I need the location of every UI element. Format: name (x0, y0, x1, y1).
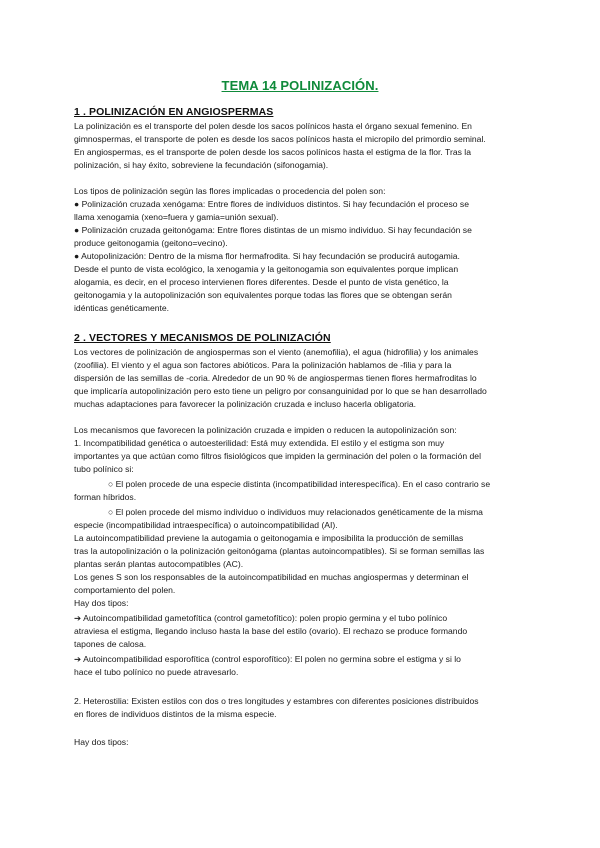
text-line: geitonogamia y la autopolinización son equivalentes porque todas las flores que se obtengan serán (74, 290, 452, 300)
sub-item: ○ El polen procede de una especie distinta (incompatibilidad interespecífica). En el caso contrario se (108, 479, 491, 489)
text-line: alogamia, es decir, en el proceso intervienen flores diferentes. Desde el punto de vista genético, la (74, 277, 449, 287)
text-line: idénticas genéticamente. (74, 303, 170, 313)
text-line: hace el tubo polínico no puede atravesarlo. (74, 667, 239, 677)
text-line: La polinización es el transporte del polen desde los sacos polínicos hasta el órgano sexual femenino. En (74, 121, 472, 131)
list-item: ● Polinización cruzada xenógama: Entre flores de individuos distintos. Si hay fecundación el proceso se (74, 199, 469, 209)
text-line: polinización, si hay éxito, sobreviene la fecundación (sifonogamia). (74, 160, 329, 170)
text-line: tubo polínico si: (74, 464, 134, 474)
text-line: llama xenogamia (xeno=fuera y gamia=unión sexual). (74, 212, 279, 222)
section2-heading: 2 . VECTORES Y MECANISMOS DE POLINIZACIÓN (74, 332, 331, 344)
list-item: ● Autopolinización: Dentro de la misma flor hermafrodita. Si hay fecundación se producirá autogamia. (74, 251, 460, 261)
text-line: Los genes S son los responsables de la autoincompatibilidad en muchas angiospermas y determinan el (74, 572, 469, 582)
text-line: (zoofilia). El viento y el agua son factores abióticos. Para la polinización hablamos de -filia y para la (74, 360, 452, 370)
text-line: tras la autopolinización o la polinización geitonógama (plantas autoincompatibles). Si se forman semillas las (74, 546, 485, 556)
text-line: atraviesa el estigma, llegando incluso hasta la base del estilo (ovario). El rechazo se produce formando (74, 626, 468, 636)
sub-item: ○ El polen procede del mismo individuo o individuos muy relacionados genéticamente de la misma (108, 507, 483, 517)
text-line: Hay dos tipos: (74, 737, 129, 747)
text-line: Desde el punto de vista ecológico, la xenogamia y la geitonogamia son equivalentes porque implican (74, 264, 459, 274)
text-line: produce geitonogamia (geitono=vecino). (74, 238, 228, 248)
text-line: tapones de calosa. (74, 639, 147, 649)
text-line: Los vectores de polinización de angiospermas son el viento (anemofilia), el agua (hidrofilia) y los animales (74, 347, 479, 357)
text-line: La autoincompatibilidad previene la autogamia o geitonogamia e imposibilita la producción de semillas (74, 533, 464, 543)
text-line: 1. Incompatibilidad genética o autoesterilidad: Está muy extendida. El estilo y el estigma son muy (74, 438, 445, 448)
page-title: TEMA 14 POLINIZACIÓN. (221, 78, 379, 93)
text-line: forman híbridos. (74, 492, 137, 502)
text-line: Los mecanismos que favorecen la polinización cruzada e impiden o reducen la autopolinización son: (74, 425, 457, 435)
text-line: dispersión de las semillas de -coria. Alrededor de un 90 % de angiospermas tienen flores hermafroditas lo (74, 373, 477, 383)
text-line: en flores de individuos distintos de la misma especie. (74, 709, 277, 719)
text-line: Hay dos tipos: (74, 598, 129, 608)
text-line: plantas serán plantas autocompatibles (AC). (74, 559, 244, 569)
text-line: 2. Heterostilia: Existen estilos con dos o tres longitudes y estambres con diferentes posiciones distribuidos (74, 696, 479, 706)
text-line: comportamiento del polen. (74, 585, 176, 595)
arrow-item: ➔ Autoincompatibilidad esporofítica (control esporofítico): El polen no germina sobre el estigma y si lo (74, 654, 461, 664)
text-line: muchas adaptaciones para favorecer la polinización cruzada e incluso hacerla obligatoria. (74, 399, 417, 409)
text-line: Los tipos de polinización según las flores implicadas o procedencia del polen son: (74, 186, 386, 196)
text-line: que implicaría autopolinización pero esto tiene un peligro por consanguinidad por lo que se han desarrollado (74, 386, 487, 396)
text-line: gimnospermas, el transporte de polen es desde los sacos polínicos hasta el micropilo del primordio seminal. (74, 134, 486, 144)
text-line: importantes ya que actúan como filtros fisiológicos que impiden la germinación del polen o la formación del (74, 451, 481, 461)
list-item: ● Polinización cruzada geitonógama: Entre flores distintas de un mismo individuo. Si hay fecundación se (74, 225, 472, 235)
text-line: En angiospermas, es el transporte de polen desde los sacos polínicos hasta el estigma de la flor. Tras la (74, 147, 471, 157)
arrow-item: ➔ Autoincompatibilidad gametofítica (control gametofítico): polen propio germina y el tubo polínico (74, 613, 448, 623)
section1-heading: 1 . POLINIZACIÓN EN ANGIOSPERMAS (74, 106, 274, 118)
text-line: especie (incompatibilidad intraespecífica) o autoincompatibilidad (AI). (74, 520, 338, 530)
